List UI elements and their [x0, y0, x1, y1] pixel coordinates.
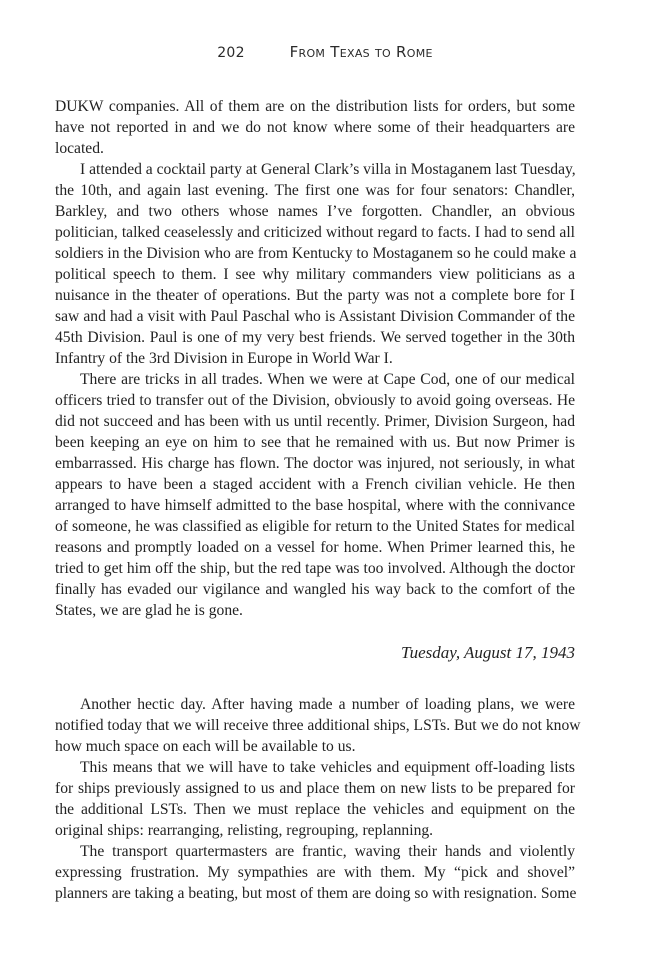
text-line: nuisance in the theater of operations. But the party was not a complete bore for I [55, 287, 575, 304]
text-line: reasons and promptly loaded on a vessel for home. When Primer learned this, he [55, 539, 575, 556]
entry-after-dateline [55, 694, 581, 904]
text-line: officers tried to transfer out of the Division, obviously to avoid going overseas. He [55, 392, 575, 409]
text-line: I attended a cocktail party at General Clark’s villa in Mostaganem last Tuesday, [80, 161, 576, 178]
text-line: have not reported in and we do not know where some of their headquarters are [55, 119, 575, 136]
text-line: Barkley, and two others whose names I’ve forgotten. Chandler, an obvious [55, 203, 575, 220]
entry-before-dateline [55, 96, 575, 621]
text-line: saw and had a visit with Paul Paschal who is Assistant Division Commander of the [55, 308, 575, 325]
text-line: arranged to have himself admitted to the base hospital, where with the connivance [55, 497, 575, 514]
paragraph [55, 159, 575, 369]
text-line: the additional LSTs. Then we must replace the vehicles and equipment on the [55, 801, 575, 818]
text-line: political speech to them. I see why military commanders view politicians as a [55, 266, 575, 283]
running-head [0, 43, 650, 61]
text-line: for ships previously assigned to us and place them on new lists to be prepared for [55, 780, 575, 797]
text-line: embarrassed. His charge has flown. The doctor was injured, not seriously, in what [55, 455, 575, 472]
book-title: From Texas to Rome [289, 43, 433, 61]
text-line: notified today that we will receive three additional ships, LSTs. But we do not know [55, 717, 581, 734]
text-line: appears to have been a staged accident with a French civilian vehicle. He then [55, 476, 575, 493]
text-line: soldiers in the Division who are from Kentucky to Mostaganem so he could make a [55, 245, 577, 262]
text-line: States, we are glad he is gone. [55, 602, 243, 619]
paragraph [55, 96, 575, 159]
text-line: Infantry of the 3rd Division in Europe in World War I. [55, 350, 393, 367]
text-line: the 10th, and again last evening. The first one was for four senators: Chandler, [55, 182, 575, 199]
text-line: tried to get him off the ship, but the red tape was too involved. Although the doctor [55, 560, 575, 577]
text-line: politician, talked ceaselessly and criticized without regard to facts. I had to send all [55, 224, 575, 241]
text-line: located. [55, 140, 104, 157]
text-line: of someone, he was classified as eligible for return to the United States for medical [55, 518, 575, 535]
page-number: 202 [217, 45, 245, 61]
text-line: finally has evaded our vigilance and wangled his way back to the comfort of the [55, 581, 575, 598]
paragraph [55, 694, 581, 757]
text-line: how much space on each will be available to us. [55, 738, 356, 755]
text-line: original ships: rearranging, relisting, regrouping, replanning. [55, 822, 434, 839]
paragraph [55, 369, 575, 621]
text-line: There are tricks in all trades. When we were at Cape Cod, one of our medical [80, 371, 575, 388]
page-body [55, 96, 581, 904]
paragraph [55, 757, 575, 841]
text-line: Another hectic day. After having made a number of loading plans, we were [80, 696, 575, 713]
text-line: did not succeed and has been with us until recently. Primer, Division Surgeon, had [55, 413, 575, 430]
text-line: DUKW companies. All of them are on the distribution lists for orders, but some [55, 98, 575, 115]
text-line: The transport quartermasters are frantic, waving their hands and violently [80, 843, 575, 860]
text-line: 45th Division. Paul is one of my very best friends. We served together in the 30th [55, 329, 575, 346]
text-line: This means that we will have to take vehicles and equipment off-loading lists [80, 759, 575, 776]
diary-dateline: Tuesday, August 17, 1943 [401, 643, 575, 662]
text-line: been keeping an eye on him to see that he remained with us. But now Primer is [55, 434, 575, 451]
paragraph [55, 841, 575, 904]
text-line: expressing frustration. My sympathies are with them. My “pick and shovel” [55, 864, 575, 881]
text-line: planners are taking a beating, but most of them are doing so with resignation. Some [55, 885, 577, 902]
